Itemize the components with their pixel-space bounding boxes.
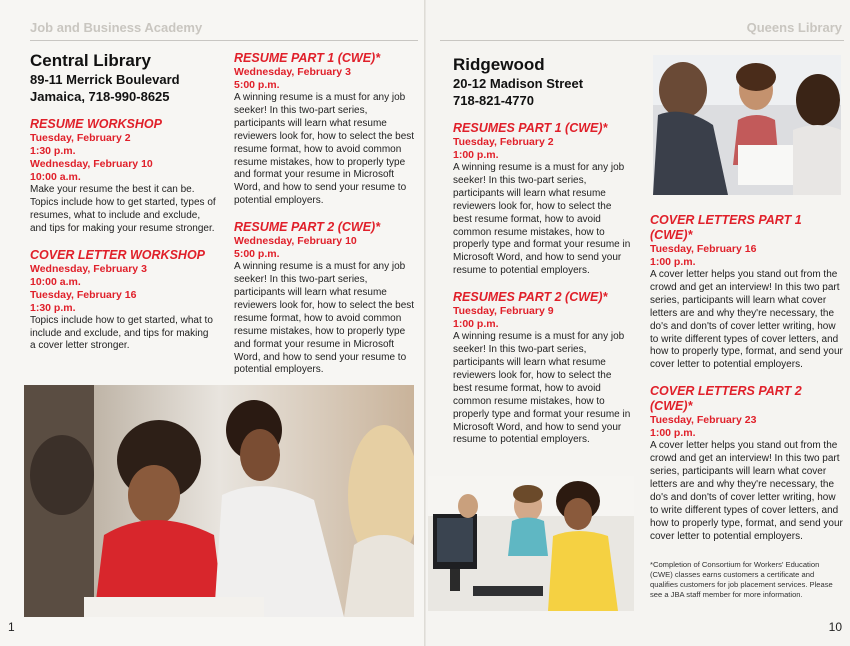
event-block bbox=[453, 121, 633, 278]
event-time: 1:30 p.m. bbox=[30, 145, 76, 157]
event-description: Topics include how to get started, what to include and exclude, and tips for making a cover letter stronger. bbox=[30, 314, 213, 352]
event-block bbox=[30, 117, 216, 236]
event-time: Tuesday, February 16 bbox=[30, 288, 137, 301]
location-phone: 718-821-4770 bbox=[453, 93, 534, 108]
event-time: 1:00 p.m. bbox=[650, 427, 696, 440]
event-title: COVER LETTERS PART 2 (CWE)* bbox=[650, 384, 802, 414]
event-time: 5:00 p.m. bbox=[234, 248, 280, 261]
event-block bbox=[234, 220, 418, 377]
event-description: A cover letter helps you stand out from the crowd and get an interview! In this two part series, participants will learn what cover letters are and why they're necessary, the do's and don'ts of cover letter writing, how to write different types of cover letters, and how to properly type, format, and send your cover letter to potential employers. bbox=[650, 269, 843, 371]
computer-lab-photo bbox=[428, 476, 634, 611]
event-time: Tuesday, February 9 bbox=[453, 305, 554, 318]
event-block bbox=[453, 290, 633, 447]
header-rule bbox=[440, 40, 844, 41]
right-page bbox=[426, 0, 850, 646]
event-title: RESUME PART 2 (CWE)* bbox=[234, 220, 381, 235]
location-address: 20-12 Madison Street bbox=[453, 76, 584, 91]
event-time: 1:30 p.m. bbox=[30, 301, 76, 314]
event-list bbox=[234, 51, 418, 377]
event-block bbox=[650, 213, 846, 372]
location-city-phone: Jamaica, 718-990-8625 bbox=[30, 89, 170, 104]
event-description: A winning resume is a must for any job seeker! In this two-part series, participants will learn what resume reviewers look for, how to select the best resume format, how to avoid common resume mistakes, how to properly type and format your resume in Microsoft Word, and how to send your resume to potential employers. bbox=[234, 92, 415, 207]
event-time: Tuesday, February 2 bbox=[30, 132, 131, 144]
location-name: Ridgewood bbox=[453, 55, 545, 74]
cwe-footnote: *Completion of Consortium for Workers' Education (CWE) classes earns customers a certificate and qualifies customers for job placement services. Please see a JBA staff member for more information. bbox=[650, 560, 833, 599]
event-time: Tuesday, February 16 bbox=[650, 243, 757, 255]
event-time: 10:00 a.m. bbox=[30, 275, 81, 288]
event-time: 1:00 p.m. bbox=[650, 256, 696, 268]
event-block bbox=[30, 248, 216, 354]
event-time: 5:00 p.m. bbox=[234, 79, 280, 91]
right-page-header: Queens Library bbox=[746, 20, 842, 35]
event-time: Wednesday, February 3 bbox=[234, 66, 351, 78]
event-title: RESUME PART 1 (CWE)* bbox=[234, 51, 381, 65]
location-address: 89-11 Merrick Boulevard bbox=[30, 72, 180, 87]
event-time: 1:00 p.m. bbox=[453, 149, 499, 161]
event-list bbox=[650, 213, 846, 544]
left-column-1 bbox=[30, 51, 216, 353]
location-name: Central Library bbox=[30, 51, 151, 70]
event-description: Make your resume the best it can be. Topics include how to get started, types of resumes, what to include and exclude, and tips for making your resume stronger. bbox=[30, 184, 216, 234]
event-time: Tuesday, February 23 bbox=[650, 414, 757, 427]
event-title: RESUMES PART 2 (CWE)* bbox=[453, 290, 608, 305]
left-column-2 bbox=[234, 41, 418, 377]
event-time: 10:00 a.m. bbox=[30, 171, 81, 183]
event-block bbox=[234, 51, 418, 208]
event-time: 1:00 p.m. bbox=[453, 318, 499, 331]
event-list bbox=[30, 117, 216, 353]
event-description: A cover letter helps you stand out from the crowd and get an interview! In this two part series, participants will learn what cover letters are and why they're necessary, the do's and don'ts of cover letter writing, how to write different types of cover letters, and how to properly type, format, and send your cover letter to potential employers. bbox=[650, 440, 843, 542]
event-title: COVER LETTER WORKSHOP bbox=[30, 247, 206, 262]
event-description: A winning resume is a must for any job seeker! In this two-part series, participants will learn what resume reviewers look for, how to select the best resume format, how to avoid common resume mistakes, how to properly type and format your resume in Microsoft Word, and how to send your resume to potential employers. bbox=[234, 261, 415, 376]
right-column-1 bbox=[453, 55, 633, 447]
event-title: RESUME WORKSHOP bbox=[30, 117, 162, 131]
event-time: Tuesday, February 2 bbox=[453, 136, 554, 148]
event-description: A winning resume is a must for any job seeker! In this two-part series, participants will learn what resume reviewers look for, how to select the best resume format, how to avoid common resume mistakes, how to properly type and format your resume in Microsoft Word, and how to send your resume to potential employers. bbox=[453, 331, 631, 446]
left-page-header: Job and Business Academy bbox=[30, 20, 203, 35]
interview-photo bbox=[653, 55, 841, 195]
event-time: Wednesday, February 10 bbox=[30, 158, 153, 170]
event-description: A winning resume is a must for any job seeker! In this two-part series, participants will learn what resume reviewers look for, how to select the best resume format, how to avoid common resume mistakes, how to properly type and format your resume in Microsoft Word, and how to send your resume to potential employers. bbox=[453, 162, 631, 277]
event-title: RESUMES PART 1 (CWE)* bbox=[453, 121, 608, 135]
page-number: 1 bbox=[8, 620, 15, 634]
page-number: 10 bbox=[828, 620, 842, 634]
event-title: COVER LETTERS PART 1 (CWE)* bbox=[650, 213, 802, 242]
event-time: Wednesday, February 3 bbox=[30, 262, 147, 275]
event-block bbox=[650, 384, 846, 543]
event-list bbox=[453, 121, 633, 447]
classroom-photo bbox=[24, 385, 414, 617]
right-column-2 bbox=[650, 203, 846, 544]
event-time: Wednesday, February 10 bbox=[234, 235, 357, 248]
